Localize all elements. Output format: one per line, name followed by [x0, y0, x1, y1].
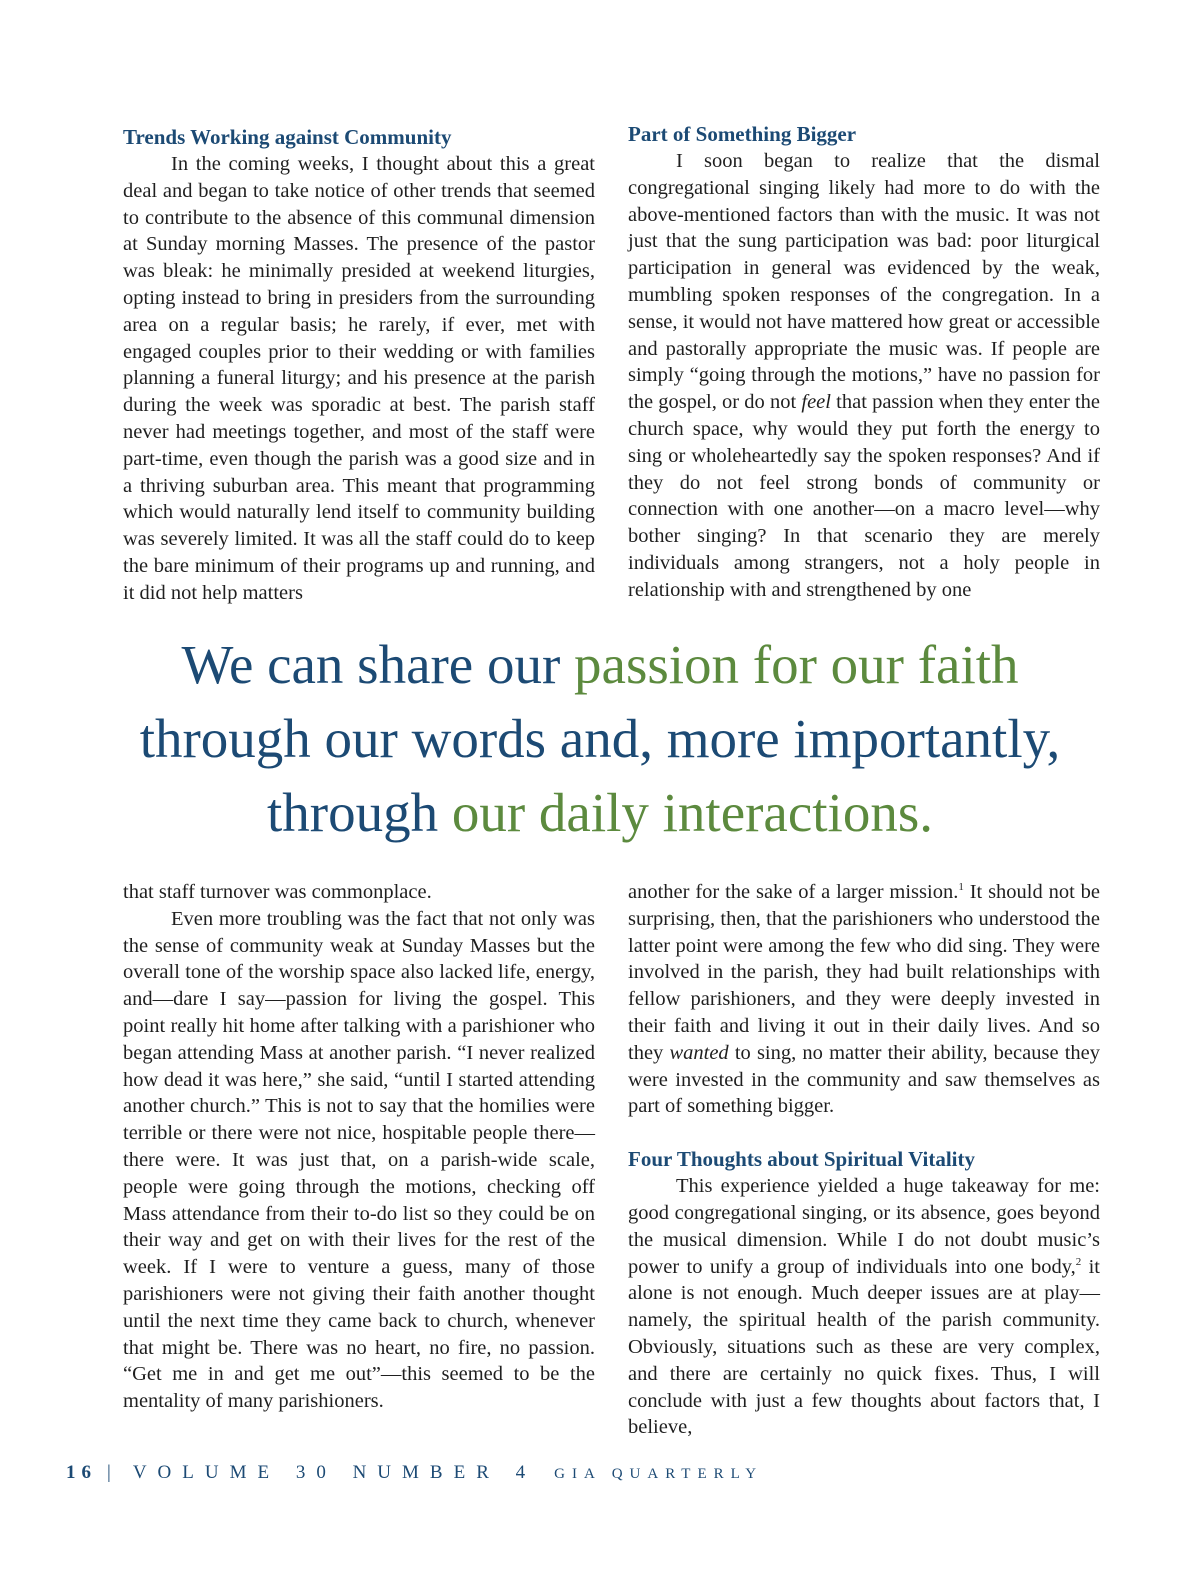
- volume-label: VOLUME 30 NUMBER 4: [132, 1462, 537, 1483]
- pull-quote-green-text: our daily interactions.: [451, 782, 933, 843]
- footnote-marker[interactable]: 2: [1075, 1255, 1082, 1268]
- body-paragraph: In the coming weeks, I thought about this a great deal and began to take notice of other trends that seemed to contribute to the absence of this communal dimension at Sunday morning Masses. The presence of the pastor was bleak: he minimally presided at weekend liturgies, opting instead to bring in presiders from the surrounding area on a regular basis; he rarely, if ever, met with engaged couples prior to their wedding or with families planning a funeral liturgy; and his presence at the parish during the week was sporadic at best. The parish staff never had meetings together, and most of the staff were part-time, even though the parish was a good size and in a thriving suburban area. This meant that programming which would naturally lend itself to community building was severely limited. It was all the staff could do to keep the bare minimum of their programs up and running, and it did not help matters: [123, 153, 595, 604]
- body-text: This experience yielded a huge takeaway for me: good congregational singing, or its absence, goes beyond the musical dimension. While I do not doubt music’s power to unify a group of individuals into one body,: [628, 1175, 1100, 1278]
- continuation-paragraph: [628, 879, 1100, 1120]
- page-footer: [66, 1462, 1066, 1484]
- pull-quote-blue-text: through: [267, 782, 452, 843]
- pull-quote: [60, 628, 1140, 850]
- body-text: it alone is not enough. Much deeper issues are at play—namely, the spiritual health of the parish community. Obviously, situations such as these are very complex, and there are certainly no quick fixes. Thus, I will conclude with just a few thoughts about factors that, I believe,: [628, 1255, 1100, 1439]
- footer-separator: |: [107, 1462, 111, 1483]
- section-heading-something-bigger: Part of Something Bigger: [628, 122, 857, 146]
- body-paragraph: Even more troubling was the fact that not only was the sense of community weak at Sunday Masses but the overall tone of the worship space also lacked life, energy, and—dare I say—passion for living the gospel. This point really hit home after talking with a parishioner who began attending Mass at another parish. “I never realized how dead it was here,” she said, “until I started attending another church.” This is not to say that the homilies were terrible or there were not nice, hospitable people there—there were. It was just that, on a parish-wide scale, people were going through the motions, checking off Mass attendance from their to-do list so they could be on their way and get on with their lives for the rest of the week. If I were to venture a guess, many of those parishioners were not giving their faith another thought until the next time they came back to church, whenever that might be. There was no heart, no fire, no passion. “Get me in and get me out”—this seemed to be the mentality of many parishioners.: [123, 907, 595, 1413]
- page-number: 16: [66, 1462, 97, 1483]
- pull-quote-green-text: passion for our faith: [574, 634, 1019, 695]
- continuation-paragraph: that staff turnover was commonplace.: [123, 881, 432, 903]
- section-heading-trends: Trends Working against Community: [123, 125, 452, 149]
- body-text: that passion when they enter the church space, why would they put forth the energy to sing or wholeheartedly say the spoken responses? And if they do not feel strong bonds of community or connection with one another—on a macro level—why bother singing? In that scenario they are merely individuals among strangers, not a holy people in relationship with and strengthened by one: [628, 391, 1101, 601]
- pull-quote-line-3: [60, 776, 1140, 850]
- pull-quote-line-2: through our words and, more importantly,: [139, 708, 1061, 769]
- column-bottom-right: [628, 879, 1100, 1441]
- body-paragraph: [628, 1173, 1100, 1441]
- pull-quote-line-1: [60, 628, 1140, 702]
- body-text: another for the sake of a larger mission.: [628, 881, 959, 903]
- body-text: It should not be surprising, then, that the parishioners who understood the latter point were among the few who did sing. They were involved in the parish, they had built relationships with fellow parishioners, and they were deeply invested in their faith and living it out in their daily lives. And so they: [628, 881, 1100, 1064]
- emphasis-text: wanted: [669, 1041, 729, 1064]
- column-top-left: [123, 124, 595, 607]
- section-heading-four-thoughts: Four Thoughts about Spiritual Vitality: [628, 1147, 975, 1172]
- column-top-right: [628, 121, 1100, 604]
- footnote-marker[interactable]: 1: [958, 881, 964, 894]
- pull-quote-blue-text: We can share our: [181, 634, 575, 695]
- column-bottom-left: [123, 879, 595, 1415]
- emphasis-text: feel: [801, 391, 831, 414]
- body-text: to sing, no matter their ability, because they were invested in the community and saw themselves as part of something bigger.: [628, 1041, 1101, 1118]
- body-text: I soon began to realize that the dismal congregational singing likely had more to do with the above-mentioned factors than with the music. It was not just that the sung participation was bad: poor liturgical participation in general was evidenced by the weak, mumbling spoken responses of the congregation. In a sense, it would not have mattered how great or accessible and pastorally appropriate the music was. If people are simply “going through the motions,” have no passion for the gospel, or do not: [628, 150, 1100, 414]
- body-paragraph: [628, 148, 1100, 604]
- publication-name: GIA QUARTERLY: [554, 1466, 764, 1482]
